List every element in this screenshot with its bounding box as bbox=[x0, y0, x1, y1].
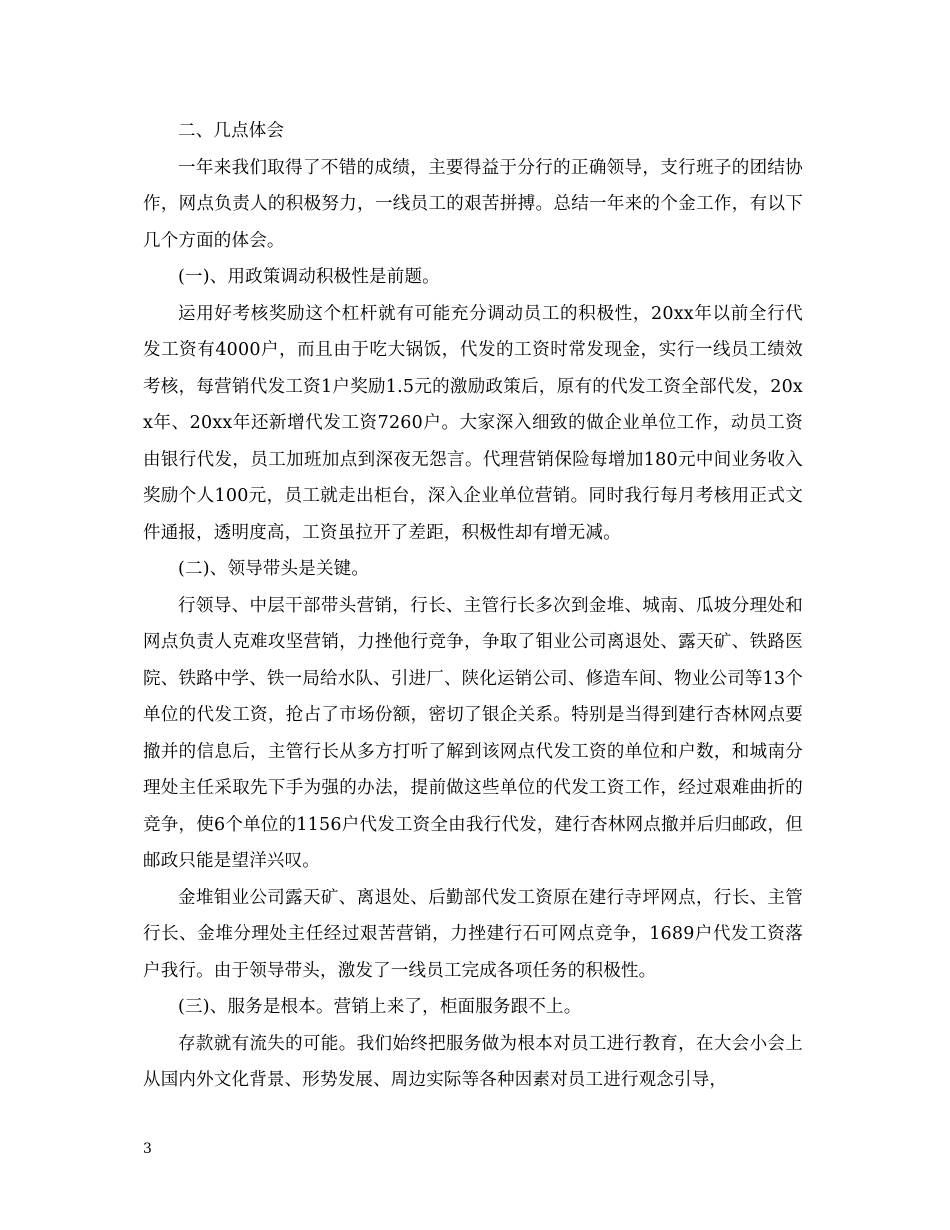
page-number: 3 bbox=[143, 1141, 152, 1157]
body-paragraph: 一年来我们取得了不错的成绩，主要得益于分行的正确领导，支行班子的团结协作，网点负责人的积极努力，一线员工的艰苦拼搏。总结一年来的个金工作，有以下几个方面的体会。 bbox=[143, 157, 803, 251]
subsection-heading: (二)、领导带头是关键。 bbox=[178, 559, 370, 579]
document-body bbox=[143, 113, 803, 1099]
body-paragraph: 金堆钼业公司露天矿、离退处、后勤部代发工资原在建行寺坪网点，行长、主管行长、金堆分理处主任经过艰苦营销，力挫建行石可网点竞争，1689户代发工资落户我行。由于领导带头，激发了一线员工完成各项任务的积极性。 bbox=[143, 887, 803, 981]
body-paragraph: 存款就有流失的可能。我们始终把服务做为根本对员工进行教育，在大会小会上从国内外文化背景、形势发展、周边实际等各种因素对员工进行观念引导， bbox=[143, 1033, 803, 1090]
body-paragraph: 运用好考核奖励这个杠杆就有可能充分调动员工的积极性，20xx年以前全行代发工资有4000户，而且由于吃大锅饭，代发的工资时常发现金，实行一线员工绩效考核，每营销代发工资1户奖励1.5元的激励政策后，原有的代发工资全部代发，20xx年、20xx年还新增代发工资7260户。大家深入细致的做企业单位工作，动员工资由银行代发，员工加班加点到深夜无怨言。代理营销保险每增加180元中间业务收入奖励个人100元，员工就走出柜台，深入企业单位营销。同时我行每月考核用正式文件通报，透明度高，工资虽拉开了差距，积极性却有增无减。 bbox=[143, 303, 803, 543]
body-paragraph: 行领导、中层干部带头营销，行长、主管行长多次到金堆、城南、瓜坡分理处和网点负责人克难攻坚营销，力挫他行竞争，争取了钼业公司离退处、露天矿、铁路医院、铁路中学、铁一局给水队、引进厂、陕化运销公司、修造车间、物业公司等13个单位的代发工资，抢占了市场份额，密切了银企关系。特别是当得到建行杏林网点要撤并的信息后，主管行长从多方打听了解到该网点代发工资的单位和户数，和城南分理处主任采取先下手为强的办法，提前做这些单位的代发工资工作，经过艰难曲折的竞争，使6个单位的1156户代发工资全由我行代发，建行杏林网点撤并后归邮政，但邮政只能是望洋兴叹。 bbox=[143, 595, 803, 871]
section-heading: 二、几点体会 bbox=[178, 121, 285, 141]
subsection-heading: (一)、用政策调动积极性是前题。 bbox=[178, 267, 440, 287]
subsection-heading: (三)、服务是根本。营销上来了，柜面服务跟不上。 bbox=[178, 997, 582, 1017]
